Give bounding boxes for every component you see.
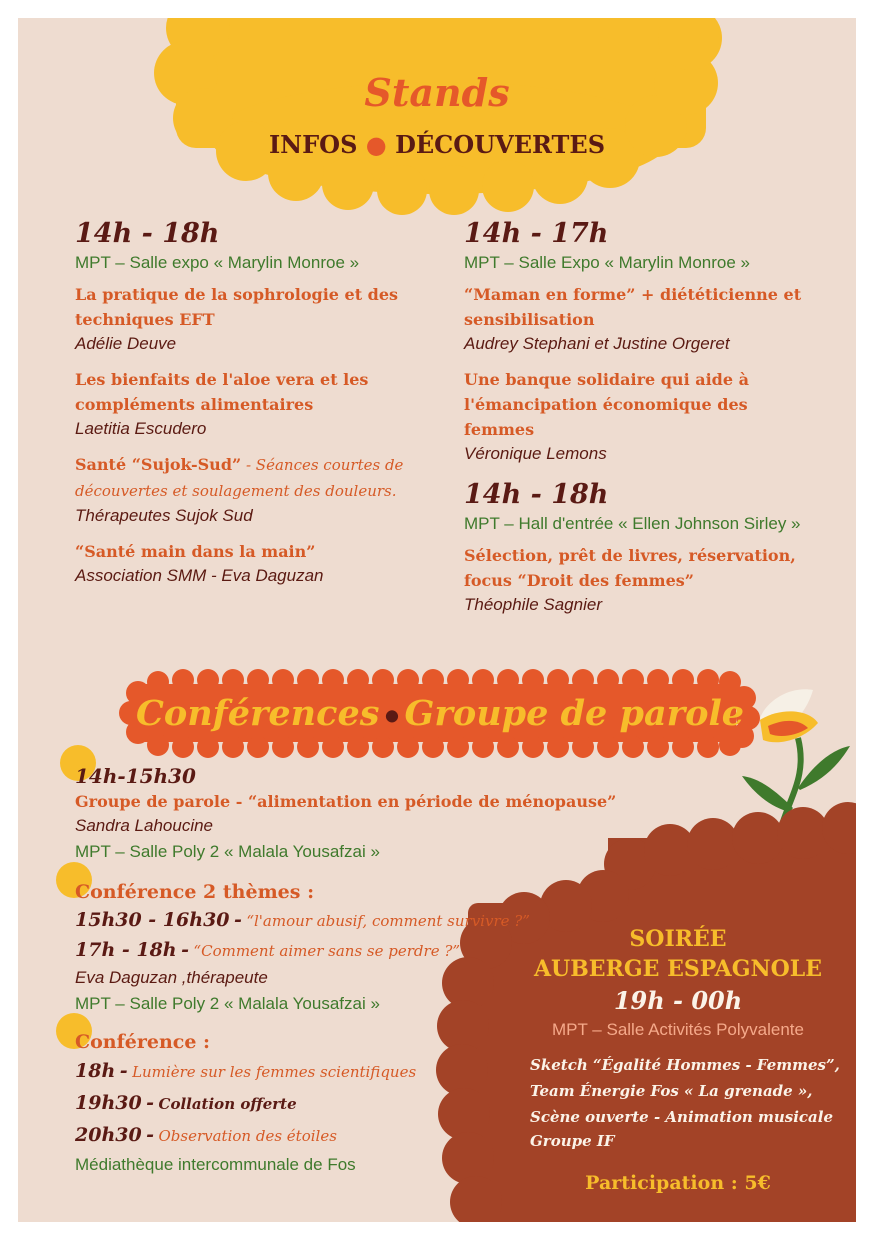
stand-speaker: Thérapeutes Sujok Sud bbox=[75, 506, 253, 525]
location: MPT – Salle Expo « Marylin Monroe » bbox=[464, 253, 750, 272]
banner-conferences: Conférences bbox=[136, 693, 380, 734]
soiree-title-2: AUBERGE ESPAGNOLE bbox=[533, 956, 823, 982]
conference-heading: Conférence : bbox=[75, 1031, 211, 1053]
conference-line bbox=[75, 936, 575, 966]
stand-title: La pratique de la sophrologie et des techniques EFT bbox=[75, 285, 399, 329]
stands-header-shape bbox=[154, 18, 722, 215]
soiree-time: 19h - 00h bbox=[613, 986, 743, 1015]
banner-groupe: Groupe de parole bbox=[404, 693, 745, 734]
subtitle-decouvertes: DÉCOUVERTES bbox=[395, 130, 606, 159]
line-time: 15h30 - 16h30 bbox=[75, 909, 230, 931]
stand-title: “Santé main dans la main” bbox=[75, 542, 316, 561]
soiree-title-1: SOIRÉE bbox=[629, 926, 727, 952]
stand-item bbox=[464, 282, 814, 355]
conference-title bbox=[75, 789, 675, 814]
line-dash: - bbox=[233, 909, 242, 931]
stands-right-column bbox=[464, 216, 814, 616]
speaker: Eva Daguzan ,thérapeute bbox=[75, 968, 268, 987]
line-text: “l'amour abusif, comment survivre ?” bbox=[246, 912, 530, 930]
stand-item bbox=[75, 452, 425, 527]
location: Médiathèque intercommunale de Fos bbox=[75, 1155, 356, 1174]
flyer-page bbox=[18, 18, 856, 1222]
banner-dot-icon: ● bbox=[379, 705, 405, 725]
line-text: Collation offerte bbox=[158, 1095, 297, 1113]
participation: Participation : 5€ bbox=[585, 1172, 771, 1194]
line-dash: - bbox=[119, 1060, 128, 1082]
conference-line bbox=[75, 1120, 475, 1152]
stands-subtitle bbox=[18, 130, 856, 159]
stand-item bbox=[464, 367, 814, 465]
location: MPT – Salle Poly 2 « Malala Yousafzai » bbox=[75, 994, 380, 1013]
line-time: 17h - 18h bbox=[75, 939, 177, 961]
conference-title-rest: - “alimentation en période de ménopause” bbox=[230, 792, 617, 811]
stand-title: Sélection, prêt de livres, réservation, focus “Droit des femmes” bbox=[464, 546, 796, 590]
soiree-panel bbox=[518, 924, 838, 1042]
bullet-dot-icon: ● bbox=[365, 130, 387, 159]
speaker: Sandra Lahoucine bbox=[75, 816, 214, 835]
stands-title: Stands bbox=[364, 70, 510, 115]
conference-block-3 bbox=[75, 1028, 475, 1176]
stand-speaker: Association SMM - Eva Daguzan bbox=[75, 566, 324, 585]
conference-line bbox=[75, 906, 575, 936]
line-dash: - bbox=[146, 1092, 155, 1114]
stand-title: “Maman en forme” + diététicienne et sensibilisation bbox=[464, 285, 802, 329]
conferences-banner bbox=[136, 686, 745, 742]
stand-title: Les bienfaits de l'aloe vera et les compléments alimentaires bbox=[75, 370, 369, 414]
stand-speaker: Théophile Sagnier bbox=[464, 595, 602, 614]
conference-line bbox=[75, 1088, 475, 1120]
time-slot: 14h - 18h bbox=[464, 479, 609, 510]
conference-heading: Conférence 2 thèmes : bbox=[75, 881, 315, 903]
line-text: “Comment aimer sans se perdre ?” bbox=[193, 942, 461, 960]
soiree-program bbox=[530, 1052, 840, 1152]
soiree-line: Scène ouverte - Animation musicale bbox=[530, 1108, 834, 1126]
line-time: 20h30 bbox=[75, 1124, 142, 1146]
soiree-line: Team Énergie Fos « La grenade », bbox=[530, 1082, 813, 1100]
time-slot: 14h-15h30 bbox=[75, 764, 196, 788]
conference-block-1 bbox=[75, 763, 675, 863]
line-text: Observation des étoiles bbox=[158, 1127, 337, 1145]
soiree-location: MPT – Salle Activités Polyvalente bbox=[552, 1020, 804, 1039]
soiree-line: Groupe IF bbox=[530, 1132, 615, 1150]
stand-speaker: Véronique Lemons bbox=[464, 444, 607, 463]
line-time: 19h30 bbox=[75, 1092, 142, 1114]
conference-title-main: Groupe de parole bbox=[75, 792, 231, 811]
soiree-line: Sketch “Égalité Hommes - Femmes”, bbox=[530, 1056, 840, 1074]
stand-item bbox=[75, 539, 425, 587]
conference-block-2 bbox=[75, 878, 575, 1015]
time-slot: 14h - 18h bbox=[75, 218, 220, 249]
conference-line bbox=[75, 1056, 475, 1088]
line-time: 18h bbox=[75, 1060, 116, 1082]
line-text: Lumière sur les femmes scientifiques bbox=[132, 1063, 417, 1081]
line-dash: - bbox=[181, 939, 189, 961]
stand-item bbox=[464, 543, 814, 616]
stand-title bbox=[75, 452, 425, 504]
stand-item bbox=[75, 282, 425, 355]
subtitle-infos: INFOS bbox=[268, 130, 358, 159]
stands-left-column bbox=[75, 216, 425, 587]
stand-title: Une banque solidaire qui aide à l'émancipation économique des femmes bbox=[464, 370, 749, 439]
location: MPT – Salle expo « Marylin Monroe » bbox=[75, 253, 360, 272]
stand-speaker: Audrey Stephani et Justine Orgeret bbox=[464, 334, 730, 353]
stand-speaker: Laetitia Escudero bbox=[75, 419, 207, 438]
stand-title-main: Santé “Sujok-Sud” bbox=[75, 455, 242, 474]
time-slot: 14h - 17h bbox=[464, 218, 609, 249]
stand-title-rest: - Séances courtes de découvertes et soulagement des douleurs. bbox=[75, 456, 404, 500]
location: MPT – Hall d'entrée « Ellen Johnson Sirley » bbox=[464, 514, 801, 533]
stand-speaker: Adélie Deuve bbox=[75, 334, 177, 353]
line-dash: - bbox=[146, 1124, 155, 1146]
location: MPT – Salle Poly 2 « Malala Yousafzai » bbox=[75, 842, 380, 861]
stand-item bbox=[75, 367, 425, 440]
